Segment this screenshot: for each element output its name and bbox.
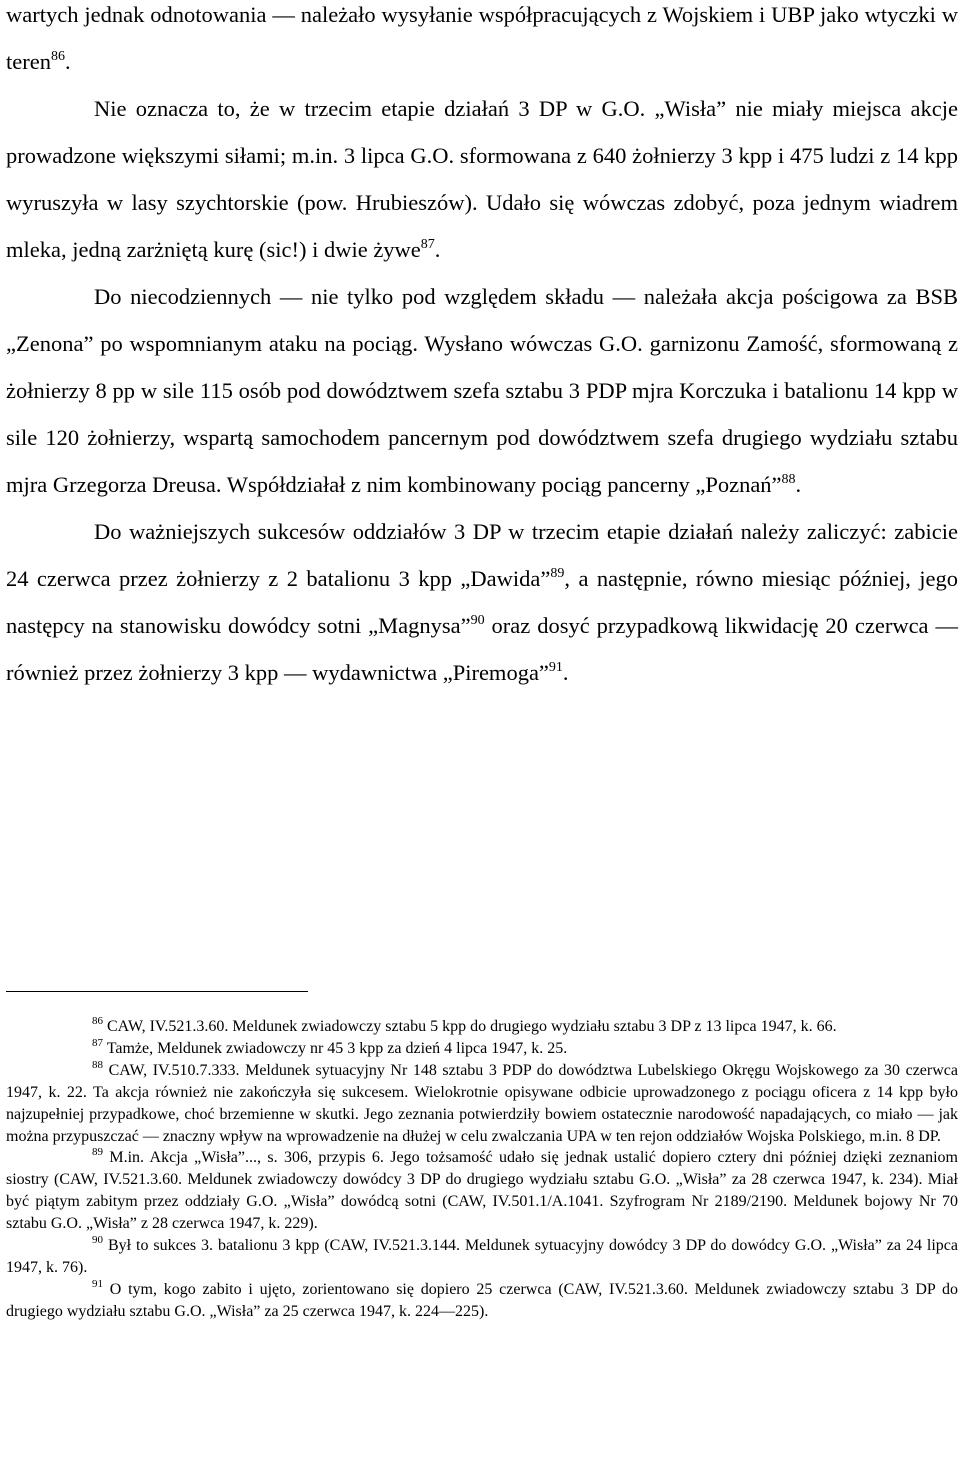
- footnote-86: [6, 1016, 958, 1038]
- footnote-number: 91: [92, 1277, 103, 1290]
- main-text: [6, 0, 958, 696]
- paragraph-end: .: [795, 472, 802, 497]
- footnote-ref-90[interactable]: 90: [470, 613, 485, 628]
- footnote-text: CAW, IV.510.7.333. Meldunek sytuacyjny Nr 148 sztabu 3 PDP do dowództwa Lubelskiego Okręgu Wojskowego za 30 czerwca 1947, k. 22. Ta akcja również nie zakończyła się sukcesem. Wielokrotnie opisywane odbicie uprowadzonego z pociągu oficera z 14 kpp było najzupełniej przypadkowe, choć brzemienne w skutki. Jego zeznania potwierdziły bowiem ostatecznie narodowość napadających, co miało — jak można przypuszczać — znaczny wpływ na wprowadzenie na dłużej w celu zwalczania UPA w ten rejon oddziałów Wojska Polskiego, m.in. 8 DP.: [6, 1061, 958, 1145]
- paragraph-text: Do ważniejszych sukcesów oddziałów 3 DP w trzecim etapie działań należy zaliczyć: zabicie 24 czerwca przez żołnierzy z 2 batalionu 3 kpp „Dawida”: [6, 519, 958, 591]
- paragraph-text: Nie oznacza to, że w trzecim etapie działań 3 DP w G.O. „Wisła” nie miały miejsca akcje prowadzone większymi siłami; m.in. 3 lipca G.O. sformowana z 640 żołnierzy 3 kpp i 475 ludzi z 14 kpp wyruszyła w lasy szychtorskie (pow. Hrubieszów). Udało się wówczas zdobyć, poza jednym wiadrem mleka, jedną zarżniętą kurę (sic!) i dwie żywe: [6, 96, 958, 262]
- paragraph-text: wartych jednak odnotowania — należało wysyłanie współpracujących z Wojskiem i UBP jako wtyczki w teren: [6, 2, 958, 74]
- footnote-text: CAW, IV.521.3.60. Meldunek zwiadowczy sztabu 5 kpp do drugiego wydziału sztabu 3 DP z 13 lipca 1947, k. 66.: [103, 1018, 837, 1035]
- paragraph-1: [6, 0, 958, 85]
- footnote-ref-87[interactable]: 87: [420, 237, 435, 252]
- footnote-text: Był to sukces 3. batalionu 3 kpp (CAW, IV.521.3.144. Meldunek sytuacyjny dowódcy 3 DP do dowódcy G.O. „Wisła” za 24 lipca 1947, k. 76).: [6, 1237, 958, 1276]
- paragraph-text: , a następnie, równo miesiąc później, jego następcy na stanowisku dowódcy sotni „Magnysa”: [6, 566, 958, 638]
- footnote-number: 90: [92, 1234, 103, 1247]
- paragraph-2: [6, 85, 958, 273]
- paragraph-end: .: [562, 660, 569, 685]
- footnote-89: [6, 1147, 958, 1235]
- footnote-text: M.in. Akcja „Wisła”..., s. 306, przypis 6. Jego tożsamość udało się jednak ustalić dopiero cztery dni później dzięki zeznaniom siostry (CAW, IV.521.3.60. Meldunek zwiadowczy dowódcy 3 DP do drugiego wydziału sztabu G.O. „Wisła” za 28 czerwca 1947, k. 234). Miał być piątym zabitym przez oddziały G.O. „Wisła” dowódcą sotni (CAW, IV.501.1/A.1041. Szyfrogram Nr 2189/2190. Meldunek bojowy Nr 70 sztabu G.O. „Wisła” z 28 czerwca 1947, k. 229).: [6, 1149, 958, 1233]
- footnote-88: [6, 1060, 958, 1148]
- footnote-text: O tym, kogo zabito i ujęto, zorientowano się dopiero 25 czerwca (CAW, IV.521.3.60. Meldunek zwiadowczy sztabu 3 DP do drugiego wydziału sztabu G.O. „Wisła” za 25 czerwca 1947, k. 224—225).: [6, 1280, 958, 1320]
- paragraph-4: [6, 508, 958, 696]
- paragraph-end: .: [434, 237, 441, 262]
- paragraph-end: .: [64, 49, 71, 74]
- footnote-90: [6, 1235, 958, 1279]
- footnote-ref-91[interactable]: 91: [548, 660, 563, 675]
- footnote-87: [6, 1038, 958, 1060]
- footnote-number: 89: [92, 1146, 103, 1159]
- footnote-91: [6, 1279, 958, 1323]
- paragraph-text: oraz dosyć przypadkową likwidację 20 czerwca — również przez żołnierzy 3 kpp — wydawnictwa „Piremoga”: [6, 613, 958, 685]
- footnotes: [6, 1016, 958, 1323]
- footnote-text: Tamże, Meldunek zwiadowczy nr 45 3 kpp za dzień 4 lipca 1947, k. 25.: [103, 1039, 568, 1057]
- paragraph-text: Do niecodziennych — nie tylko pod względem składu — należała akcja pościgowa za BSB „Zenona” po wspomnianym ataku na pociąg. Wysłano wówczas G.O. garnizonu Zamość, sformowaną z żołnierzy 8 pp w sile 115 osób pod dowództwem szefa sztabu 3 PDP mjra Korczuka i batalionu 14 kpp w sile 120 żołnierzy, wspartą samochodem pancernym pod dowództwem szefa drugiego wydziału sztabu mjra Grzegorza Dreusa. Współdziałał z nim kombinowany pociąg pancerny „Poznań”: [6, 284, 958, 497]
- footnote-ref-88[interactable]: 88: [781, 472, 796, 487]
- footnote-number: 86: [92, 1015, 103, 1027]
- footnote-ref-86[interactable]: 86: [50, 49, 65, 64]
- footnote-number: 88: [92, 1058, 103, 1071]
- paragraph-3: [6, 273, 958, 508]
- footnote-separator: [6, 991, 308, 992]
- footnote-number: 87: [92, 1036, 103, 1049]
- footnote-ref-89[interactable]: 89: [550, 566, 565, 581]
